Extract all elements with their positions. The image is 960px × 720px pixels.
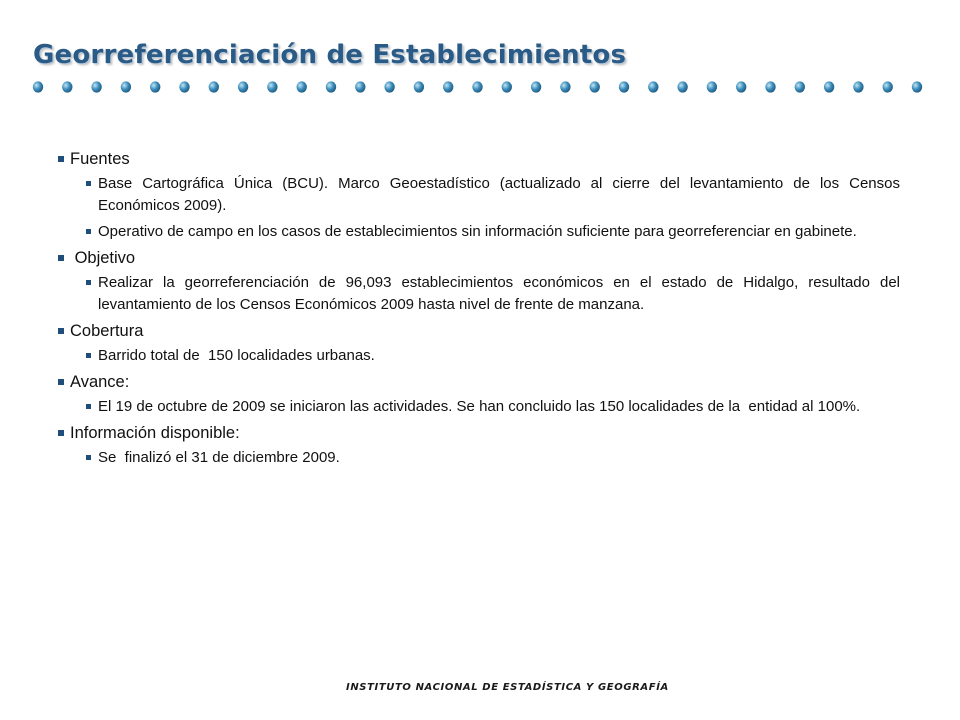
decorative-dot [590, 81, 600, 92]
section-objetivo [58, 247, 900, 316]
decorative-dot [209, 81, 219, 92]
decorative-dot [62, 81, 72, 92]
section-item: Se finalizó el 31 de diciembre 2009. [98, 447, 900, 469]
decorative-dot [795, 81, 805, 92]
decorative-dot [238, 81, 248, 92]
decorative-dot [355, 81, 365, 92]
section-label: Fuentes [58, 148, 900, 170]
section-label: Cobertura [58, 320, 900, 342]
section-item: Barrido total de 150 localidades urbanas. [98, 345, 900, 367]
decorative-dot [502, 81, 512, 92]
footer-institution: INSTITUTO NACIONAL DE ESTADÍSTICA Y GEOGRAFÍA [346, 682, 669, 693]
decorative-dot [883, 81, 893, 92]
section-informacion [58, 422, 900, 469]
section-cobertura [58, 320, 900, 367]
decorative-dot [179, 81, 189, 92]
decorative-dot [912, 81, 922, 92]
decorative-dot [853, 81, 863, 92]
slide-title: Georreferenciación de Establecimientos [33, 40, 627, 70]
decorative-dot [736, 81, 746, 92]
decorative-dot [297, 81, 307, 92]
decorative-dot [619, 81, 629, 92]
decorative-dot [414, 81, 424, 92]
decorative-dot [267, 81, 277, 92]
decorative-dot [765, 81, 775, 92]
section-item: Base Cartográfica Única (BCU). Marco Geoestadístico (actualizado al cierre del levantamiento de los Censos Económicos 2009). [98, 173, 900, 217]
decorative-dot [677, 81, 687, 92]
decorative-dot [443, 81, 453, 92]
decorative-dot [531, 81, 541, 92]
decorative-dot [707, 81, 717, 92]
section-item: Realizar la georreferenciación de 96,093 establecimientos económicos en el estado de Hidalgo, resultado del levantamiento de los Censos Económicos 2009 hasta nivel de frente de manzana. [98, 272, 900, 316]
decorative-dot [150, 81, 160, 92]
decorative-dot [384, 81, 394, 92]
section-avance [58, 371, 900, 418]
section-fuentes [58, 148, 900, 243]
section-item: El 19 de octubre de 2009 se iniciaron las actividades. Se han concluido las 150 localidades de la entidad al 100%. [98, 396, 900, 418]
decorative-dot [824, 81, 834, 92]
section-label: Información disponible: [58, 422, 900, 444]
section-label: Avance: [58, 371, 900, 393]
decorative-dot [560, 81, 570, 92]
decorative-dot [648, 81, 658, 92]
decorative-dot-line [28, 76, 933, 98]
decorative-dot [326, 81, 336, 92]
slide-content [58, 146, 900, 473]
decorative-dot [33, 81, 43, 92]
section-item: Operativo de campo en los casos de establecimientos sin información suficiente para georreferenciar en gabinete. [98, 221, 900, 243]
decorative-dot [472, 81, 482, 92]
decorative-dot [91, 81, 101, 92]
section-label: Objetivo [58, 247, 900, 269]
decorative-dot [121, 81, 131, 92]
